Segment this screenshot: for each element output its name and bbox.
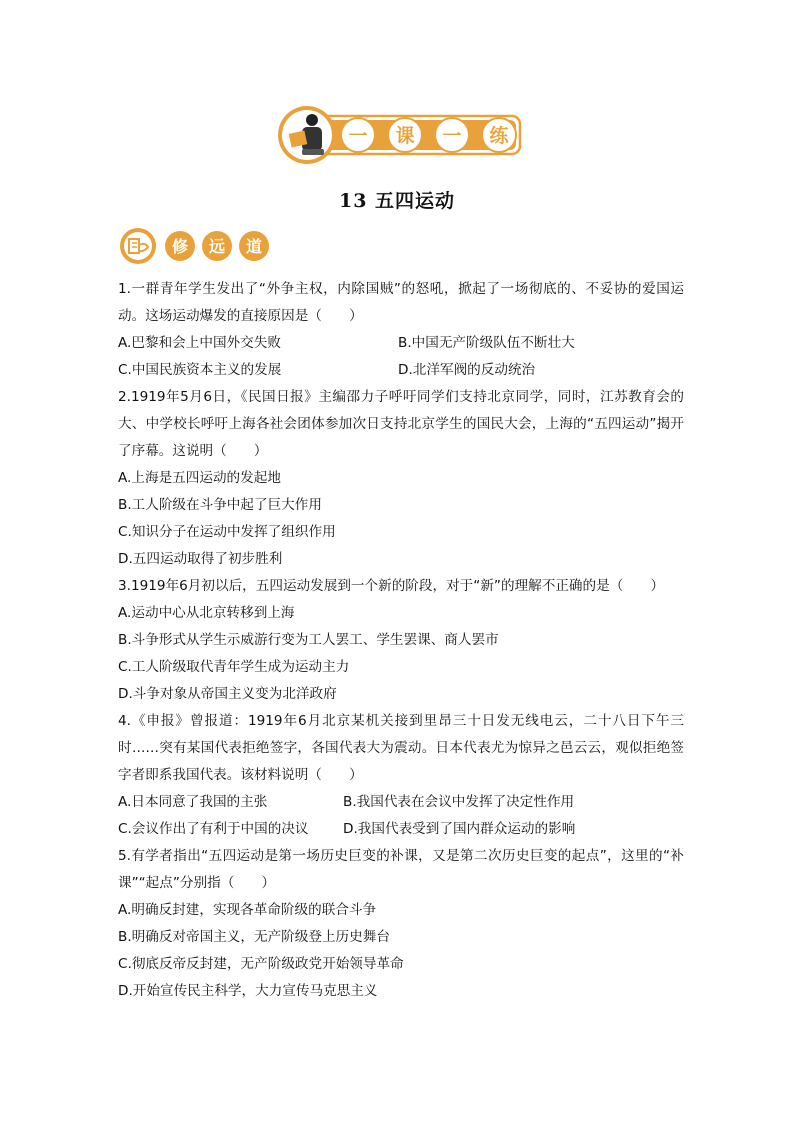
question-4: [118, 708, 684, 843]
option-a[interactable]: A.上海是五四运动的发起地: [118, 470, 281, 486]
question-5: [118, 843, 684, 1005]
question-stem: 1.一群青年学生发出了“外争主权，内除国贼”的怒吼，掀起了一场彻底的、不妥协的爱国运动。这场运动爆发的直接原因是（ ）: [118, 281, 684, 324]
question-stem: 3.1919年6月初以后，五四运动发展到一个新的阶段，对于“新”的理解不正确的是（ ）: [118, 578, 665, 594]
option-b[interactable]: B.中国无产阶级队伍不断壮大: [398, 335, 575, 351]
question-stem: 4.《申报》曾报道：1919年6月北京某机关接到里昂三十日发无线电云，二十八日下午三时……突有某国代表拒绝签字，各国代表大为震动。日本代表尤为惊异之邑云云，观似拒绝签字者即系我国代表。该材料说明（ ）: [118, 713, 684, 783]
option-a[interactable]: A.运动中心从北京转移到上海: [118, 605, 295, 621]
question-3: [118, 573, 684, 708]
option-b[interactable]: B.我国代表在会议中发挥了决定性作用: [343, 794, 575, 810]
section-char-1: 修: [171, 237, 189, 256]
banner-char-2: 课: [395, 125, 415, 147]
option-b[interactable]: B.工人阶级在斗争中起了巨大作用: [118, 497, 322, 513]
question-stem: 2.1919年5月6日，《民国日报》主编邵力子呼吁同学们支持北京同学，同时，江苏教育会的大、中学校长呼吁上海各社会团体参加次日支持北京学生的国民大会，上海的“五四运动”揭开了序幕。这说明（ ）: [118, 389, 684, 459]
option-b[interactable]: B.明确反对帝国主义，无产阶级登上历史舞台: [118, 929, 390, 945]
option-c[interactable]: C.中国民族资本主义的发展: [118, 362, 282, 378]
banner-char-1: 一: [348, 125, 368, 147]
option-row: [118, 789, 684, 816]
question-1: [118, 276, 684, 384]
option-a[interactable]: A.日本同意了我国的主张: [118, 794, 268, 810]
banner-char-4: 练: [489, 125, 509, 147]
option-d[interactable]: D.五四运动取得了初步胜利: [118, 551, 283, 567]
section-header: [118, 226, 274, 266]
option-a[interactable]: A.明确反封建，实现各革命阶级的联合斗争: [118, 902, 377, 918]
page-title: 13 五四运动: [338, 190, 456, 212]
book-icon: [120, 228, 156, 264]
reader-illustration-icon: [278, 106, 336, 164]
question-list: [118, 276, 684, 1005]
option-c[interactable]: C.会议作出了有利于中国的决议: [118, 821, 309, 837]
option-c[interactable]: C.工人阶级取代青年学生成为运动主力: [118, 659, 350, 675]
option-d[interactable]: D.开始宣传民主科学，大力宣传马克思主义: [118, 983, 378, 999]
option-c[interactable]: C.彻底反帝反封建，无产阶级政党开始领导革命: [118, 956, 404, 972]
option-row: [118, 357, 684, 384]
option-d[interactable]: D.我国代表受到了国内群众运动的影响: [343, 821, 576, 837]
option-c[interactable]: C.知识分子在运动中发挥了组织作用: [118, 524, 336, 540]
option-b[interactable]: B.斗争形式从学生示威游行变为工人罢工、学生罢课、商人罢市: [118, 632, 499, 648]
section-char-3: 道: [245, 237, 263, 256]
lesson-banner: [276, 104, 522, 166]
option-row: [118, 816, 684, 843]
option-a[interactable]: A.巴黎和会上中国外交失败: [118, 335, 281, 351]
question-2: [118, 384, 684, 573]
option-d[interactable]: D.斗争对象从帝国主义变为北洋政府: [118, 686, 337, 702]
option-row: [118, 330, 684, 357]
option-d[interactable]: D.北洋军阀的反动统治: [398, 362, 536, 378]
question-stem: 5.有学者指出“五四运动是第一场历史巨变的补课，又是第二次历史巨变的起点”，这里的“补课”“起点”分别指（ ）: [118, 848, 684, 891]
banner-char-3: 一: [442, 125, 462, 147]
section-char-2: 远: [208, 237, 226, 256]
